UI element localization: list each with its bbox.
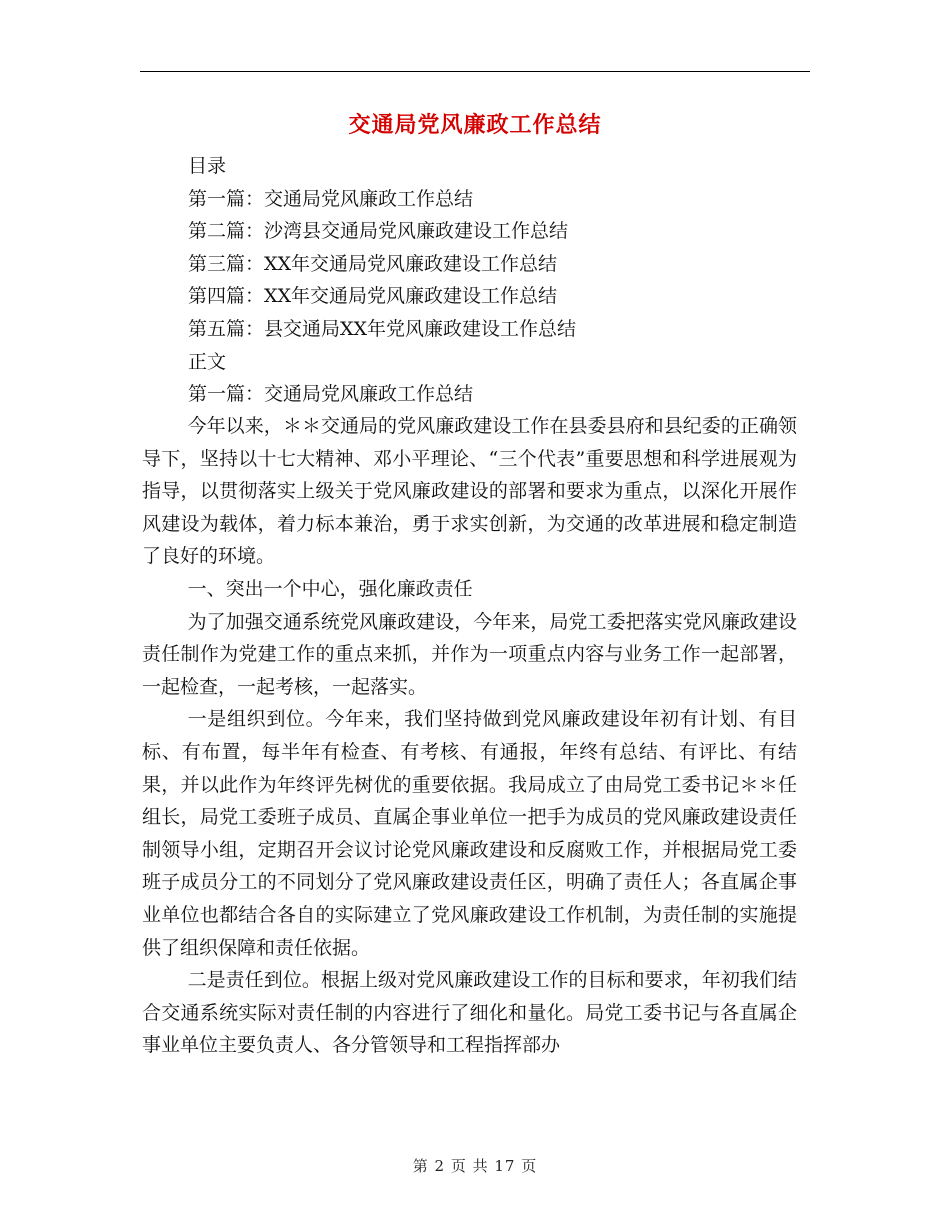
body-paragraph: 为了加强交通系统党风廉政建设，今年来，局党工委把落实党风廉政建设责任制作为党建工作的重点来抓，并作为一项重点内容与业务工作一起部署，一起检查，一起考核，一起落实。: [142, 610, 797, 698]
toc-item[interactable]: 第二篇：沙湾县交通局党风廉政建设工作总结: [188, 220, 569, 243]
section-title: 第一篇：交通局党风廉政工作总结: [188, 383, 474, 406]
header-rule: [140, 71, 810, 72]
document-title: 交通局党风廉政工作总结: [348, 113, 602, 138]
body-paragraph: 二是责任到位。根据上级对党风廉政建设工作的目标和要求，年初我们结合交通系统实际对责任制的内容进行了细化和量化。局党工委书记与各直属企事业单位主要负责人、各分管领导和工程指挥部办: [142, 969, 797, 1057]
toc-heading: 目录: [188, 155, 227, 177]
toc-item[interactable]: 第三篇：XX年交通局党风廉政建设工作总结: [188, 252, 558, 275]
body-paragraph: 一是组织到位。今年来，我们坚持做到党风廉政建设年初有计划、有目标、有布置，每半年有检查、有考核、有通报，年终有总结、有评比、有结果，并以此作为年终评先树优的重要依据。我局成立了由局党工委书记＊＊任组长，局党工委班子成员、直属企事业单位一把手为成员的党风廉政建设责任制领导小组，定期召开会议讨论党风廉政建设和反腐败工作，并根据局党工委班子成员分工的不同划分了党风廉政建设责任区，明确了责任人；各直属企事业单位也都结合各自的实际建立了党风廉政建设工作机制，为责任制的实施提供了组织保障和责任依据。: [142, 708, 797, 959]
toc-item[interactable]: 第五篇：县交通局XX年党风廉政建设工作总结: [188, 317, 577, 340]
subsection-heading: 一、突出一个中心，强化廉政责任: [187, 577, 473, 600]
document-body: [142, 410, 797, 1062]
page-number: 第 2 页 共 17 页: [412, 1157, 538, 1175]
body-paragraph: 今年以来，＊＊交通局的党风廉政建设工作在县委县府和县纪委的正确领导下，坚持以十七大精神、邓小平理论、“三个代表”重要思想和科学进展观为指导，以贯彻落实上级关于党风廉政建设的部署和要求为重点，以深化开展作风建设为载体，着力标本兼治，勇于求实创新，为交通的改革进展和稳定制造了良好的环境。: [142, 415, 797, 568]
toc-item[interactable]: 第四篇：XX年交通局党风廉政建设工作总结: [188, 285, 558, 308]
table-of-contents: [188, 150, 828, 411]
body-heading: 正文: [188, 350, 227, 373]
toc-item[interactable]: 第一篇：交通局党风廉政工作总结: [188, 187, 474, 210]
